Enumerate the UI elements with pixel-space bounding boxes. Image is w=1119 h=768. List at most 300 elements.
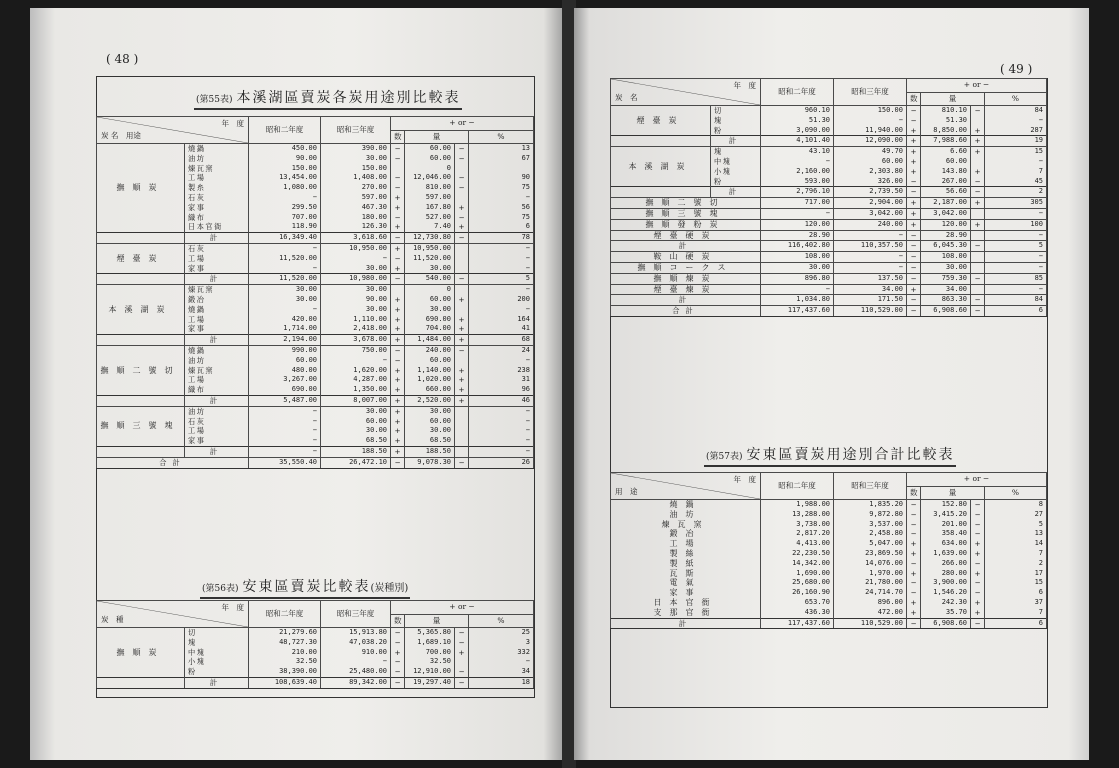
pct-value: 13 — [469, 144, 534, 154]
use-item: 製絲 — [611, 549, 761, 559]
diff-amount: 60.00 — [405, 144, 455, 154]
pct-sign — [455, 657, 469, 667]
diff-sign: − — [907, 520, 921, 530]
pct-sign: + — [455, 203, 469, 213]
pct-value: − — [469, 264, 534, 274]
showa2-value: 1,690.00 — [761, 569, 834, 579]
diff-amount: 120.00 — [921, 219, 971, 230]
table-56-title — [200, 576, 410, 599]
diff-sign: + — [391, 315, 405, 325]
header-bottom-label: 炭 名 用途 — [101, 131, 141, 141]
showa3-value: 24,714.70 — [834, 588, 907, 598]
pct-value: 75 — [469, 183, 534, 193]
use-item: 家事 — [185, 203, 249, 213]
diff-amount: 35.70 — [921, 608, 971, 618]
diff-sign: − — [907, 578, 921, 588]
total-label: 計 — [611, 618, 761, 629]
pct-value: − — [469, 657, 534, 667]
coal-name: 撫順三號塊 — [611, 208, 761, 219]
showa2-value: 11,520.00 — [249, 254, 321, 264]
table-row — [611, 529, 1047, 539]
diff-sign: − — [907, 177, 921, 187]
diff-sign: − — [391, 274, 405, 285]
diff-amount: 12,046.00 — [405, 173, 455, 183]
diff-sign: + — [907, 208, 921, 219]
showa3-value: 3,537.00 — [834, 520, 907, 530]
use-item: 工場 — [185, 315, 249, 325]
pct-value: 164 — [469, 315, 534, 325]
showa3-value: 60.00 — [834, 157, 907, 167]
diff-amount: 266.00 — [921, 559, 971, 569]
pct-value: − — [469, 193, 534, 203]
diff-sign: + — [907, 136, 921, 147]
pct-value: 68 — [469, 335, 534, 346]
diff-amount: 0 — [405, 285, 455, 295]
pct-value: − — [469, 254, 534, 264]
diff-sign: − — [391, 144, 405, 154]
showa3-value: 2,458.80 — [834, 529, 907, 539]
showa3-value: 49.70 — [834, 147, 907, 157]
header-showa3: 昭和三年度 — [834, 79, 907, 106]
use-item: 家事 — [185, 264, 249, 274]
showa2-value: 21,279.60 — [249, 628, 321, 638]
showa3-value: 30.00 — [321, 285, 391, 295]
diff-sign: − — [391, 657, 405, 667]
diff-sign: + — [907, 147, 921, 157]
use-item: 煉瓦窯 — [611, 520, 761, 530]
table-57 — [610, 472, 1047, 629]
diff-sign: + — [907, 219, 921, 230]
subtotal-label: 計 — [185, 274, 249, 285]
diff-amount: 240.00 — [405, 345, 455, 355]
showa3-value: 9,872.80 — [834, 510, 907, 520]
showa2-value: 3,267.00 — [249, 375, 321, 385]
use-item: 工場 — [185, 426, 249, 436]
coal-name: 撫順煉炭 — [611, 273, 761, 284]
pct-value: 100 — [985, 219, 1047, 230]
showa2-value: 3,738.00 — [761, 520, 834, 530]
pct-value: 37 — [985, 598, 1047, 608]
pct-value: 7 — [985, 167, 1047, 177]
subtotal-row — [611, 136, 1047, 147]
diff-amount: 60.00 — [405, 417, 455, 427]
diff-amount: 30.00 — [405, 305, 455, 315]
coal-size-item: 切 — [711, 106, 761, 116]
coal-group-name: 煙臺炭 — [611, 106, 711, 136]
header-showa2: 昭和二年度 — [761, 473, 834, 500]
showa2-value: 117,437.60 — [761, 306, 834, 317]
showa2-value: 2,194.00 — [249, 335, 321, 346]
coal-name: 撫順コークス — [611, 262, 761, 273]
subtotal-row — [97, 335, 534, 346]
pct-value: 25 — [469, 628, 534, 638]
table-row — [97, 243, 534, 253]
coal-size-item: 塊 — [711, 116, 761, 126]
table-row — [611, 510, 1047, 520]
pct-sign: − — [455, 154, 469, 164]
pct-sign: − — [971, 241, 985, 252]
use-item: 燒鍋 — [185, 305, 249, 315]
header-count: 数 — [907, 486, 921, 500]
table-row — [611, 598, 1047, 608]
coal-name: 煙臺煉炭 — [611, 284, 761, 295]
pct-value: 2 — [985, 559, 1047, 569]
diff-amount: 167.80 — [405, 203, 455, 213]
coal-size-item: 粉 — [711, 177, 761, 187]
pct-sign — [455, 254, 469, 264]
coal-size-item: 粉 — [711, 126, 761, 136]
showa2-value: 150.00 — [249, 164, 321, 174]
pct-value: 3 — [469, 638, 534, 648]
pct-sign: + — [971, 569, 985, 579]
pct-sign: + — [971, 549, 985, 559]
diff-sign: − — [391, 638, 405, 648]
diff-amount: 700.00 — [405, 648, 455, 658]
diff-sign: + — [907, 608, 921, 618]
pct-value: − — [985, 284, 1047, 295]
pct-sign: − — [455, 457, 469, 468]
diff-amount: 358.40 — [921, 529, 971, 539]
pct-sign: + — [455, 375, 469, 385]
pct-sign: + — [971, 126, 985, 136]
showa3-value: 26,472.10 — [321, 457, 391, 468]
table-row — [611, 520, 1047, 530]
showa3-value: 34.00 — [834, 284, 907, 295]
subtotal-row — [611, 187, 1047, 198]
diff-sign: + — [907, 569, 921, 579]
subtotal-blank — [97, 446, 185, 457]
use-item: 家事 — [185, 324, 249, 334]
showa2-value: 653.70 — [761, 598, 834, 608]
pct-value: 332 — [469, 648, 534, 658]
diff-amount: 30.00 — [405, 406, 455, 416]
table-56-title-text: 安東區賣炭比較表 — [242, 579, 371, 595]
diff-sign: + — [391, 295, 405, 305]
use-item: 工場 — [185, 254, 249, 264]
diff-amount: 152.80 — [921, 500, 971, 510]
showa3-value: 896.00 — [834, 598, 907, 608]
use-item: 支那官衙 — [611, 608, 761, 618]
table-row — [611, 106, 1047, 116]
use-item: 煉瓦窯 — [185, 285, 249, 295]
subtotal-row-label: 計 — [611, 295, 761, 306]
pct-sign — [455, 164, 469, 174]
diff-sign: + — [391, 406, 405, 416]
pct-value — [469, 164, 534, 174]
pct-sign: − — [455, 628, 469, 638]
showa3-value: 2,418.00 — [321, 324, 391, 334]
subtotal-label: 計 — [185, 677, 249, 688]
use-item: 家事 — [185, 436, 249, 446]
showa2-value: 16,349.40 — [249, 233, 321, 244]
diff-amount: 12,730.80 — [405, 233, 455, 244]
showa3-value: 110,357.50 — [834, 241, 907, 252]
table-row — [97, 406, 534, 416]
header-amount: 量 — [921, 92, 985, 106]
single-coal-row — [611, 252, 1047, 263]
showa2-value: 690.00 — [249, 385, 321, 395]
showa3-value: − — [321, 356, 391, 366]
table-row — [611, 147, 1047, 157]
coal-group-name: 撫順炭 — [97, 628, 185, 678]
showa2-value: 1,034.80 — [761, 295, 834, 306]
subtotal-label: 計 — [711, 187, 761, 198]
diff-amount: 30.00 — [405, 264, 455, 274]
showa2-value: 210.00 — [249, 648, 321, 658]
header-row — [611, 79, 1047, 93]
diff-amount: 8,850.00 — [921, 126, 971, 136]
diff-amount: 6,908.60 — [921, 618, 971, 629]
pct-sign: + — [455, 324, 469, 334]
showa3-value: 472.00 — [834, 608, 907, 618]
showa2-value: 25,680.00 — [761, 578, 834, 588]
pct-value: 45 — [985, 177, 1047, 187]
showa2-value: 116,402.80 — [761, 241, 834, 252]
showa2-value: 2,796.10 — [761, 187, 834, 198]
table-55-title-text: 本溪湖區賣炭各炭用途別比較表 — [236, 90, 461, 106]
coal-size-item: 小塊 — [711, 167, 761, 177]
table-row — [611, 569, 1047, 579]
diff-amount: 0 — [405, 164, 455, 174]
subtotal-row — [97, 233, 534, 244]
diff-amount: 108.00 — [921, 252, 971, 263]
showa2-value: 480.00 — [249, 366, 321, 376]
diagonal-header — [611, 79, 760, 105]
subtotal-label: 計 — [185, 335, 249, 346]
showa3-value: 12,090.00 — [834, 136, 907, 147]
diff-amount: 9,078.30 — [405, 457, 455, 468]
showa2-value: 38,390.00 — [249, 667, 321, 677]
showa3-value: 150.00 — [834, 106, 907, 116]
header-diagonal — [611, 79, 761, 106]
diff-sign: − — [907, 273, 921, 284]
showa2-value: 717.00 — [761, 198, 834, 209]
subtotal-row — [97, 677, 534, 688]
pct-sign: − — [971, 559, 985, 569]
pct-sign: − — [455, 183, 469, 193]
diff-sign: + — [391, 395, 405, 406]
showa3-value: 11,940.00 — [834, 126, 907, 136]
diff-sign: + — [391, 417, 405, 427]
showa3-value: 1,620.00 — [321, 366, 391, 376]
header-count: 数 — [907, 92, 921, 106]
diff-sign: + — [391, 375, 405, 385]
diff-amount: 540.00 — [405, 274, 455, 285]
pct-sign: − — [971, 618, 985, 629]
showa3-value: 8,007.00 — [321, 395, 391, 406]
coal-size-item: 中塊 — [711, 157, 761, 167]
showa2-value: 32.50 — [249, 657, 321, 667]
showa3-value: 3,042.00 — [834, 208, 907, 219]
coal-size-item: 小塊 — [185, 657, 249, 667]
diff-amount: 527.00 — [405, 213, 455, 223]
diff-sign: − — [391, 154, 405, 164]
pct-sign: + — [971, 598, 985, 608]
showa3-value: 15,913.80 — [321, 628, 391, 638]
showa2-value: 1,988.00 — [761, 500, 834, 510]
use-item: 油坊 — [185, 154, 249, 164]
header-diagonal — [611, 473, 761, 500]
header-pct: % — [985, 92, 1047, 106]
pct-value: 24 — [469, 345, 534, 355]
showa2-value: 120.00 — [761, 219, 834, 230]
use-item: 油坊 — [185, 406, 249, 416]
diff-amount: 34.00 — [921, 284, 971, 295]
showa3-value: 240.00 — [834, 219, 907, 230]
diagonal-header — [97, 601, 248, 627]
pct-sign: + — [455, 222, 469, 232]
pct-sign: + — [971, 219, 985, 230]
showa2-value: − — [249, 446, 321, 457]
subtotal-label: 計 — [711, 136, 761, 147]
showa2-value: 450.00 — [249, 144, 321, 154]
subtotal-blank — [611, 187, 711, 198]
diff-amount: 1,689.10 — [405, 638, 455, 648]
showa3-value: 10,950.00 — [321, 243, 391, 253]
pct-sign — [971, 262, 985, 273]
header-plus-or-minus: + or − — [907, 473, 1047, 487]
subtotal-blank — [97, 233, 185, 244]
pct-value: 96 — [469, 385, 534, 395]
showa2-value: 43.10 — [761, 147, 834, 157]
table-row — [611, 549, 1047, 559]
pct-value: 15 — [985, 147, 1047, 157]
header-bottom-label: 炭 種 — [101, 615, 124, 625]
showa2-value: − — [249, 436, 321, 446]
header-row — [97, 117, 534, 131]
use-item: 工場 — [185, 173, 249, 183]
diff-sign: + — [391, 426, 405, 436]
diff-sign: − — [391, 233, 405, 244]
showa2-value: 1,714.00 — [249, 324, 321, 334]
table-row — [611, 539, 1047, 549]
showa2-value: 593.00 — [761, 177, 834, 187]
header-pct: % — [469, 614, 534, 628]
showa2-value: 896.80 — [761, 273, 834, 284]
pct-sign: − — [455, 345, 469, 355]
coal-group-name: 本溪湖炭 — [611, 147, 711, 187]
showa2-value: 1,080.00 — [249, 183, 321, 193]
pct-sign — [455, 356, 469, 366]
use-item: 家事 — [611, 588, 761, 598]
pct-sign: + — [971, 147, 985, 157]
diff-sign: + — [391, 305, 405, 315]
diff-sign: − — [907, 262, 921, 273]
header-amount: 量 — [405, 130, 469, 144]
diff-sign: + — [907, 126, 921, 136]
showa3-value: 270.00 — [321, 183, 391, 193]
diff-amount: 60.00 — [921, 157, 971, 167]
pct-value: − — [985, 262, 1047, 273]
diff-amount: 1,546.20 — [921, 588, 971, 598]
pct-sign: − — [455, 213, 469, 223]
diff-amount: 11,520.00 — [405, 254, 455, 264]
pct-value: 287 — [985, 126, 1047, 136]
coal-group-name: 本溪湖炭 — [97, 285, 185, 335]
pct-sign — [455, 446, 469, 457]
use-item: 鍛冶 — [185, 295, 249, 305]
diff-sign: + — [391, 264, 405, 274]
showa3-value: 126.30 — [321, 222, 391, 232]
diff-amount: 51.30 — [921, 116, 971, 126]
pct-sign — [971, 284, 985, 295]
single-coal-row — [611, 208, 1047, 219]
pct-sign: − — [971, 578, 985, 588]
diff-sign: + — [391, 193, 405, 203]
use-item: 製紙 — [611, 559, 761, 569]
pct-sign — [455, 285, 469, 295]
use-item: 煉瓦窯 — [185, 164, 249, 174]
pct-value: − — [985, 116, 1047, 126]
coal-group-name: 煙臺炭 — [97, 243, 185, 273]
diff-sign: + — [391, 366, 405, 376]
diff-sign: + — [391, 446, 405, 457]
showa2-value: 90.00 — [249, 154, 321, 164]
pct-value: 31 — [469, 375, 534, 385]
showa2-value: − — [249, 193, 321, 203]
pct-value: 6 — [985, 618, 1047, 629]
pct-sign — [455, 243, 469, 253]
showa3-value: 137.50 — [834, 273, 907, 284]
diff-amount: 660.00 — [405, 385, 455, 395]
diff-amount: 2,187.00 — [921, 198, 971, 209]
coal-group-name: 撫順炭 — [97, 144, 185, 233]
diff-amount: 2,520.00 — [405, 395, 455, 406]
diff-sign: + — [907, 539, 921, 549]
showa2-value: 117,437.60 — [761, 618, 834, 629]
coal-name: 撫順二號切 — [611, 198, 761, 209]
pct-value: 7 — [985, 608, 1047, 618]
table-row — [611, 608, 1047, 618]
table-row — [97, 285, 534, 295]
showa2-value: 26,160.90 — [761, 588, 834, 598]
use-item: 日本官衙 — [611, 598, 761, 608]
pct-sign: − — [971, 588, 985, 598]
coal-size-item: 塊 — [711, 147, 761, 157]
header-plus-or-minus: + or − — [907, 79, 1047, 93]
pct-sign: − — [971, 177, 985, 187]
showa2-value: 13,454.00 — [249, 173, 321, 183]
diff-amount: 280.00 — [921, 569, 971, 579]
showa2-value: − — [249, 417, 321, 427]
subtotal-row — [611, 295, 1047, 306]
showa3-value: 1,408.00 — [321, 173, 391, 183]
diff-sign: + — [391, 648, 405, 658]
diff-amount: 1,140.00 — [405, 366, 455, 376]
table-row — [611, 578, 1047, 588]
diff-amount: 28.90 — [921, 230, 971, 241]
pct-sign — [971, 116, 985, 126]
pct-sign: − — [455, 173, 469, 183]
diff-amount: 690.00 — [405, 315, 455, 325]
diff-amount: 3,042.00 — [921, 208, 971, 219]
showa3-value: 1,835.20 — [834, 500, 907, 510]
diff-amount: 32.50 — [405, 657, 455, 667]
pct-sign — [971, 230, 985, 241]
showa3-value: − — [834, 262, 907, 273]
pct-value: − — [469, 446, 534, 457]
pct-sign: + — [971, 136, 985, 147]
showa3-value: 467.30 — [321, 203, 391, 213]
diff-sign: − — [907, 295, 921, 306]
header-showa2: 昭和二年度 — [249, 117, 321, 144]
diff-amount: 6.60 — [921, 147, 971, 157]
table-56-number: (第56表) — [202, 584, 239, 594]
showa2-value: − — [249, 305, 321, 315]
diff-amount: 5,365.80 — [405, 628, 455, 638]
showa3-value: − — [834, 230, 907, 241]
showa2-value: 51.30 — [761, 116, 834, 126]
